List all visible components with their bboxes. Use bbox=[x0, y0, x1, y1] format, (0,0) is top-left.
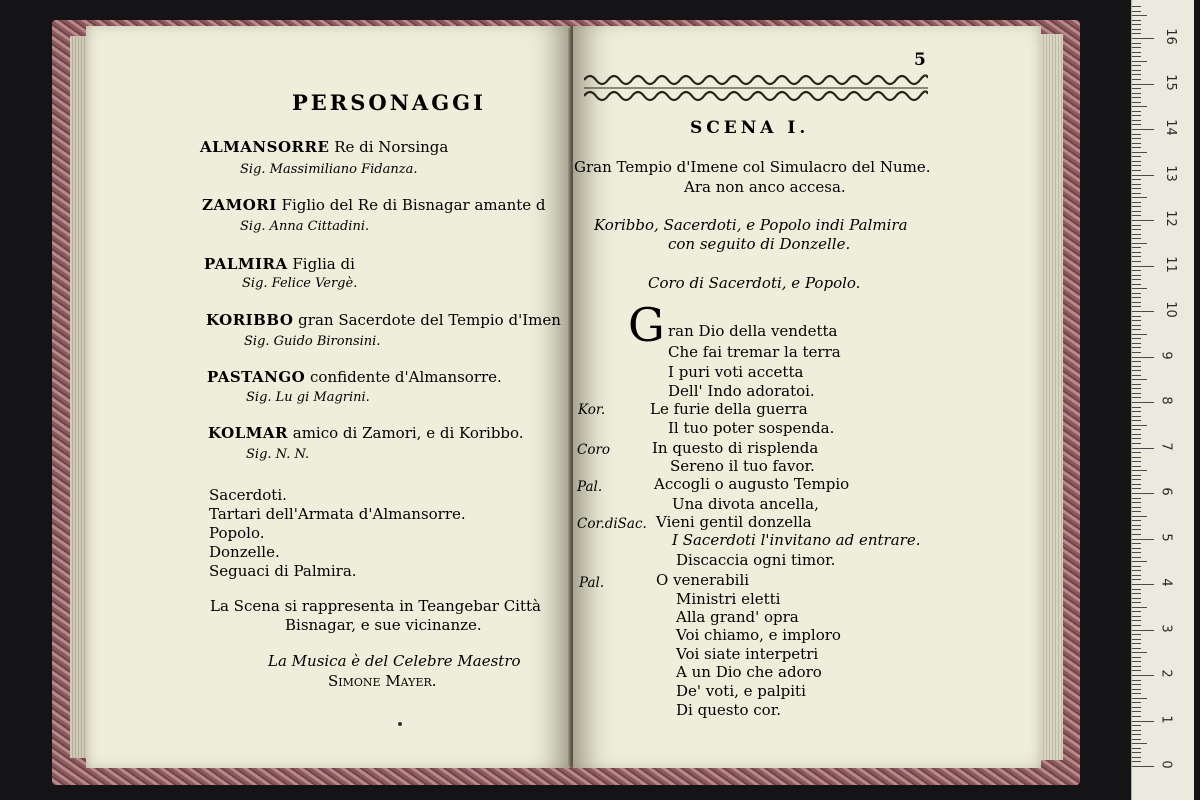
ruler-tick bbox=[1132, 693, 1141, 694]
ruler-tick bbox=[1132, 397, 1141, 398]
speaker-label: Pal. bbox=[579, 575, 605, 591]
ruler-tick bbox=[1132, 266, 1154, 267]
ruler-tick bbox=[1132, 234, 1141, 235]
ruler-tick bbox=[1132, 106, 1147, 107]
ruler-tick bbox=[1132, 748, 1141, 749]
ruler-tick bbox=[1132, 434, 1141, 435]
ruler-tick bbox=[1132, 470, 1147, 471]
ruler-label: 9 bbox=[1158, 350, 1174, 360]
ruler-tick bbox=[1132, 20, 1141, 21]
character-cast: Sig. Felice Vergè. bbox=[242, 276, 358, 291]
ruler-tick bbox=[1132, 579, 1141, 580]
ruler-tick bbox=[1132, 297, 1141, 298]
ruler-tick bbox=[1132, 516, 1147, 517]
verse-line: Vieni gentil donzella bbox=[656, 513, 812, 531]
ruler-tick bbox=[1132, 529, 1141, 530]
ruler-tick bbox=[1132, 739, 1141, 740]
ruler-tick bbox=[1132, 661, 1141, 662]
entrance-direction: con seguito di Donzelle. bbox=[668, 235, 851, 253]
measurement-ruler bbox=[1131, 0, 1194, 800]
extras-item: Seguaci di Palmira. bbox=[209, 562, 357, 580]
ruler-tick bbox=[1132, 402, 1154, 403]
verse-line: Alla grand' opra bbox=[676, 608, 799, 626]
chorus-heading: Coro di Sacerdoti, e Popolo. bbox=[648, 274, 861, 292]
speaker-label: Pal. bbox=[577, 479, 603, 495]
ruler-tick bbox=[1132, 657, 1141, 658]
music-credit: La Musica è del Celebre Maestro bbox=[268, 652, 521, 670]
ruler-tick bbox=[1132, 721, 1154, 722]
ruler-tick bbox=[1132, 279, 1141, 280]
ruler-label: 12 bbox=[1162, 210, 1178, 227]
character-name: KOLMAR amico di Zamori, e di Koribbo. bbox=[208, 424, 524, 442]
ruler-tick bbox=[1132, 520, 1141, 521]
ruler-tick bbox=[1132, 261, 1141, 262]
ruler-tick bbox=[1132, 543, 1141, 544]
ruler-tick bbox=[1132, 443, 1141, 444]
ruler-tick bbox=[1132, 475, 1141, 476]
ruler-tick bbox=[1132, 102, 1141, 103]
ruler-tick bbox=[1132, 33, 1141, 34]
ruler-tick bbox=[1132, 761, 1141, 762]
verse-line: Sereno il tuo favor. bbox=[670, 457, 815, 475]
ruler-tick bbox=[1132, 15, 1147, 16]
ruler-tick bbox=[1132, 56, 1141, 57]
ruler-tick bbox=[1132, 184, 1141, 185]
ruler-tick bbox=[1132, 425, 1147, 426]
ruler-tick bbox=[1132, 79, 1141, 80]
ruler-tick bbox=[1132, 680, 1141, 681]
character-cast: Sig. N. N. bbox=[246, 447, 310, 462]
ruler-tick bbox=[1132, 407, 1141, 408]
ruler-tick bbox=[1132, 457, 1141, 458]
ruler-tick bbox=[1132, 711, 1141, 712]
extras-item: Sacerdoti. bbox=[209, 486, 287, 504]
ruler-tick bbox=[1132, 11, 1141, 12]
ruler-label: 13 bbox=[1162, 164, 1178, 182]
ruler-tick bbox=[1132, 270, 1141, 271]
ruler-tick bbox=[1132, 675, 1154, 676]
verse-line: Le furie della guerra bbox=[650, 400, 808, 418]
ruler-tick bbox=[1132, 734, 1141, 735]
ruler-tick bbox=[1132, 352, 1141, 353]
verse-line: I Sacerdoti l'invitano ad entrare. bbox=[672, 531, 921, 549]
ruler-tick bbox=[1132, 598, 1141, 599]
ruler-tick bbox=[1132, 170, 1141, 171]
ruler-tick bbox=[1132, 552, 1141, 553]
character-name: PALMIRA Figlia di bbox=[204, 255, 355, 273]
speaker-label: Cor.diSac. bbox=[577, 516, 647, 532]
ruler-tick bbox=[1132, 498, 1141, 499]
stage-direction: Gran Tempio d'Imene col Simulacro del Nume. bbox=[574, 158, 931, 176]
verse-line: Accogli o augusto Tempio bbox=[654, 475, 850, 493]
ruler-tick bbox=[1132, 175, 1154, 176]
ruler-tick bbox=[1132, 689, 1141, 690]
ruler-tick bbox=[1132, 420, 1141, 421]
ruler-tick bbox=[1132, 670, 1141, 671]
ruler-tick bbox=[1132, 193, 1141, 194]
ruler-tick bbox=[1132, 684, 1141, 685]
verse-line: Il tuo poter sospenda. bbox=[668, 419, 835, 437]
ruler-tick bbox=[1132, 165, 1141, 166]
setting-line: La Scena si rappresenta in Teangebar Città bbox=[210, 597, 541, 615]
ruler-tick bbox=[1132, 698, 1147, 699]
scene-title: SCENA I. bbox=[690, 118, 810, 138]
ruler-tick bbox=[1132, 211, 1141, 212]
ruler-label: 0 bbox=[1158, 760, 1174, 769]
ruler-tick bbox=[1132, 625, 1141, 626]
ruler-tick bbox=[1132, 61, 1147, 62]
ruler-tick bbox=[1132, 29, 1141, 30]
ruler-label: 3 bbox=[1158, 623, 1174, 633]
ruler-tick bbox=[1132, 47, 1141, 48]
ruler-tick bbox=[1132, 306, 1141, 307]
extras-item: Donzelle. bbox=[209, 543, 280, 561]
ruler-tick bbox=[1132, 88, 1141, 89]
ruler-tick bbox=[1132, 752, 1141, 753]
right-page-edges bbox=[1041, 34, 1063, 760]
ruler-tick bbox=[1132, 111, 1141, 112]
ruler-tick bbox=[1132, 202, 1141, 203]
ruler-tick bbox=[1132, 334, 1147, 335]
verse-line: De' voti, e palpiti bbox=[676, 682, 806, 700]
ruler-tick bbox=[1132, 388, 1141, 389]
ruler-tick bbox=[1132, 275, 1141, 276]
character-cast: Sig. Anna Cittadini. bbox=[240, 219, 370, 234]
ruler-tick bbox=[1132, 124, 1141, 125]
ruler-tick bbox=[1132, 602, 1141, 603]
ruler-tick bbox=[1132, 70, 1141, 71]
verse-line: O venerabili bbox=[656, 571, 750, 589]
ruler-tick bbox=[1132, 484, 1141, 485]
verse-line: Che fai tremar la terra bbox=[668, 343, 841, 361]
ruler-tick bbox=[1132, 357, 1154, 358]
ruler-tick bbox=[1132, 611, 1141, 612]
ruler-tick bbox=[1132, 375, 1141, 376]
ruler-tick bbox=[1132, 630, 1154, 631]
ruler-label: 15 bbox=[1162, 73, 1178, 91]
ruler-tick bbox=[1132, 616, 1141, 617]
verse-line: Ministri eletti bbox=[676, 590, 781, 608]
ruler-tick bbox=[1132, 147, 1141, 148]
ruler-label: 4 bbox=[1158, 578, 1174, 587]
ruler-tick bbox=[1132, 252, 1141, 253]
ruler-tick bbox=[1132, 730, 1141, 731]
ruler-tick bbox=[1132, 6, 1141, 7]
entrance-direction: Koribbo, Sacerdoti, e Popolo indi Palmira bbox=[594, 216, 908, 234]
verse-line: A un Dio che adoro bbox=[676, 663, 822, 681]
ruler-tick bbox=[1132, 539, 1154, 540]
ruler-tick bbox=[1132, 311, 1154, 312]
verse-line: Voi siate interpetri bbox=[676, 645, 819, 663]
ruler-tick bbox=[1132, 757, 1141, 758]
ruler-label: 5 bbox=[1158, 532, 1174, 542]
ruler-tick bbox=[1132, 384, 1141, 385]
ruler-tick bbox=[1132, 320, 1141, 321]
ruler-tick bbox=[1132, 288, 1147, 289]
verse-line: ran Dio della vendetta bbox=[668, 322, 838, 340]
ruler-tick bbox=[1132, 557, 1141, 558]
ruler-tick bbox=[1132, 466, 1141, 467]
ruler-tick bbox=[1132, 129, 1154, 130]
ruler-tick bbox=[1132, 138, 1141, 139]
ruler-tick bbox=[1132, 438, 1141, 439]
ruler-tick bbox=[1132, 379, 1147, 380]
ruler-tick bbox=[1132, 325, 1141, 326]
ruler-tick bbox=[1132, 461, 1141, 462]
ruler-tick bbox=[1132, 225, 1141, 226]
ruler-tick bbox=[1132, 570, 1141, 571]
character-name: PASTANGO confidente d'Almansorre. bbox=[207, 368, 502, 386]
ruler-tick bbox=[1132, 229, 1141, 230]
ruler-tick bbox=[1132, 338, 1141, 339]
speaker-label: Coro bbox=[577, 442, 611, 458]
ruler-tick bbox=[1132, 243, 1147, 244]
ruler-tick bbox=[1132, 24, 1141, 25]
speaker-label: Kor. bbox=[578, 402, 606, 418]
ruler-tick bbox=[1132, 247, 1141, 248]
ruler-tick bbox=[1132, 561, 1147, 562]
ruler-tick bbox=[1132, 416, 1141, 417]
ruler-tick bbox=[1132, 452, 1141, 453]
ruler-label: 10 bbox=[1162, 301, 1178, 318]
setting-line: Bisnagar, e sue vicinanze. bbox=[285, 616, 482, 634]
page-number: 5 bbox=[914, 50, 926, 70]
personaggi-heading: PERSONAGGI bbox=[292, 90, 486, 115]
ruler-tick bbox=[1132, 97, 1141, 98]
ruler-label: 7 bbox=[1158, 441, 1174, 451]
extras-item: Popolo. bbox=[209, 524, 265, 542]
ruler-tick bbox=[1132, 575, 1141, 576]
verse-line: I puri voti accetta bbox=[668, 363, 804, 381]
ruler-tick bbox=[1132, 65, 1141, 66]
ruler-tick bbox=[1132, 284, 1141, 285]
ornamental-border bbox=[584, 68, 928, 104]
ruler-tick bbox=[1132, 316, 1141, 317]
ruler-tick bbox=[1132, 84, 1154, 85]
ruler-label: 11 bbox=[1162, 255, 1178, 273]
ruler-tick bbox=[1132, 534, 1141, 535]
character-name: ZAMORI Figlio del Re di Bisnagar amante d bbox=[202, 196, 546, 214]
ruler-tick bbox=[1132, 143, 1141, 144]
page-dot bbox=[398, 722, 402, 726]
ruler-tick bbox=[1132, 584, 1154, 585]
verse-line: Di questo cor. bbox=[676, 701, 781, 719]
verse-line: Una divota ancella, bbox=[672, 495, 819, 513]
ruler-tick bbox=[1132, 493, 1154, 494]
ruler-tick bbox=[1132, 566, 1141, 567]
ruler-tick bbox=[1132, 215, 1141, 216]
ruler-tick bbox=[1132, 620, 1141, 621]
ruler-tick bbox=[1132, 370, 1141, 371]
ruler-label: 8 bbox=[1158, 396, 1174, 405]
ruler-tick bbox=[1132, 38, 1154, 39]
ruler-tick bbox=[1132, 716, 1141, 717]
ruler-tick bbox=[1132, 347, 1141, 348]
ruler-tick bbox=[1132, 302, 1141, 303]
ruler-tick bbox=[1132, 548, 1141, 549]
ruler-tick bbox=[1132, 648, 1141, 649]
ruler-tick bbox=[1132, 502, 1141, 503]
ruler-tick bbox=[1132, 343, 1141, 344]
ruler-tick bbox=[1132, 702, 1141, 703]
ruler-tick bbox=[1132, 766, 1154, 767]
ruler-tick bbox=[1132, 120, 1141, 121]
ruler-tick bbox=[1132, 366, 1141, 367]
ruler-tick bbox=[1132, 156, 1141, 157]
ruler-tick bbox=[1132, 179, 1141, 180]
ruler-tick bbox=[1132, 197, 1147, 198]
verse-line: Discaccia ogni timor. bbox=[676, 551, 836, 569]
ruler-tick bbox=[1132, 393, 1141, 394]
ruler-tick bbox=[1132, 93, 1141, 94]
ruler-tick bbox=[1132, 361, 1141, 362]
ruler-tick bbox=[1132, 525, 1141, 526]
ruler-tick bbox=[1132, 188, 1141, 189]
verse-line: In questo di risplenda bbox=[652, 439, 819, 457]
ruler-tick bbox=[1132, 52, 1141, 53]
ruler-tick bbox=[1132, 707, 1141, 708]
ruler-tick bbox=[1132, 479, 1141, 480]
ruler-tick bbox=[1132, 725, 1141, 726]
ruler-tick bbox=[1132, 666, 1141, 667]
character-cast: Sig. Guido Bironsini. bbox=[244, 334, 381, 349]
ruler-tick bbox=[1132, 256, 1141, 257]
ruler-tick bbox=[1132, 429, 1141, 430]
ruler-tick bbox=[1132, 743, 1147, 744]
extras-item: Tartari dell'Armata d'Almansorre. bbox=[209, 505, 466, 523]
ruler-label: 6 bbox=[1158, 487, 1174, 496]
ruler-tick bbox=[1132, 488, 1141, 489]
ruler-tick bbox=[1132, 593, 1141, 594]
ruler-tick bbox=[1132, 134, 1141, 135]
ruler-tick bbox=[1132, 115, 1141, 116]
stage-direction: Ara non anco accesa. bbox=[684, 178, 846, 196]
ruler-tick bbox=[1132, 634, 1141, 635]
ruler-tick bbox=[1132, 238, 1141, 239]
character-name: KORIBBO gran Sacerdote del Tempio d'Imen bbox=[206, 311, 561, 329]
ruler-tick bbox=[1132, 161, 1141, 162]
ruler-tick bbox=[1132, 607, 1147, 608]
ruler-tick bbox=[1132, 293, 1141, 294]
ruler-tick bbox=[1132, 448, 1154, 449]
ruler-label: 14 bbox=[1162, 119, 1178, 136]
ruler-label: 2 bbox=[1158, 669, 1174, 678]
ruler-tick bbox=[1132, 507, 1141, 508]
ruler-tick bbox=[1132, 589, 1141, 590]
ruler-tick bbox=[1132, 152, 1147, 153]
drop-cap: G bbox=[628, 298, 665, 352]
verse-line: Dell' Indo adoratoi. bbox=[668, 382, 815, 400]
ruler-tick bbox=[1132, 511, 1141, 512]
ruler-tick bbox=[1132, 652, 1147, 653]
character-cast: Sig. Massimiliano Fidanza. bbox=[240, 162, 418, 177]
ruler-label: 1 bbox=[1158, 714, 1174, 724]
ruler-tick bbox=[1132, 74, 1141, 75]
composer-name: Simone Mayer. bbox=[328, 672, 437, 690]
verse-line: Voi chiamo, e imploro bbox=[676, 626, 841, 644]
ruler-tick bbox=[1132, 220, 1154, 221]
ruler-label: 16 bbox=[1162, 28, 1178, 45]
character-cast: Sig. Lu gi Magrini. bbox=[246, 390, 370, 405]
ruler-tick bbox=[1132, 43, 1141, 44]
ruler-tick bbox=[1132, 411, 1141, 412]
character-name: ALMANSORRE Re di Norsinga bbox=[200, 138, 449, 156]
ruler-tick bbox=[1132, 329, 1141, 330]
ruler-tick bbox=[1132, 639, 1141, 640]
ruler-tick bbox=[1132, 643, 1141, 644]
ruler-tick bbox=[1132, 206, 1141, 207]
